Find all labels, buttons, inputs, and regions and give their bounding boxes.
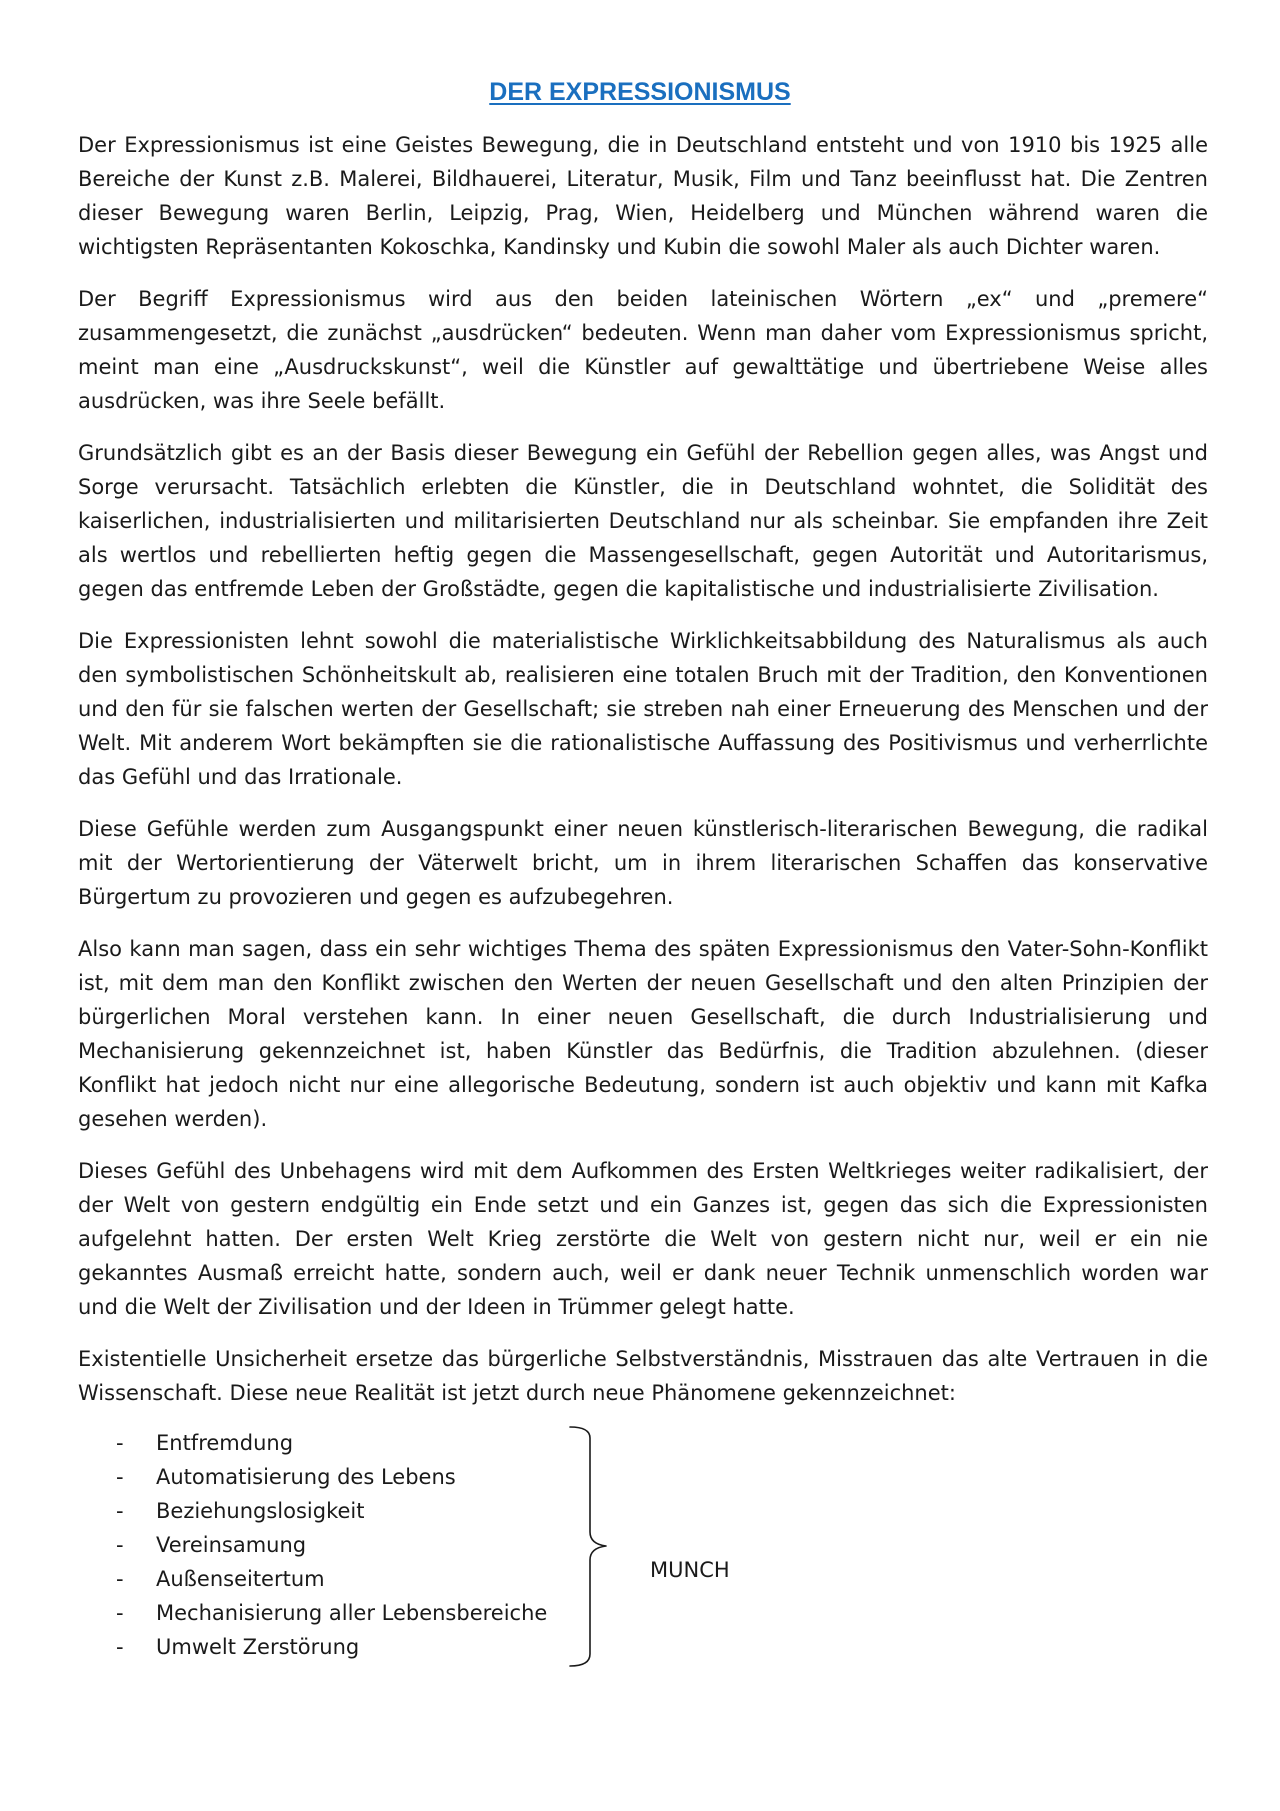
list-item <box>116 1460 547 1494</box>
paragraph: Die Expressionisten lehnt sowohl die materialistische Wirklichkeitsabbildung des Naturalismus als auch den symbolistischen Schönheitskult ab, realisieren eine totalen Bruch mit der Tradition, den Konventionen und den für sie falschen werten der Gesellschaft; sie streben nah einer Erneuerung des Menschen und der Welt. Mit anderem Wort bekämpften sie die rationalistische Auffassung des Positivismus und verherrlichte das Gefühl und das Irrationale. <box>78 629 1208 789</box>
list-item <box>116 1494 547 1528</box>
list-dash: - <box>116 1601 124 1625</box>
list-dash: - <box>116 1431 124 1455</box>
list-item-text: Mechanisierung aller Lebensbereiche <box>156 1601 548 1625</box>
list-item <box>116 1426 547 1460</box>
list-item-text: Vereinsamung <box>156 1533 307 1557</box>
paragraph: Der Begriff Expressionismus wird aus den beiden lateinischen Wörtern „ex“ und „premere“ zusammengesetzt, die zunächst „ausdrücken“ bedeuten. Wenn man daher vom Expressionismus spricht, meint man eine „Ausdruckskunst“, weil die Künstler auf gewalttätige und übertriebene Weise alles ausdrücken, was ihre Seele befällt. <box>78 287 1208 413</box>
list-dash: - <box>116 1567 124 1591</box>
paragraph: Existentielle Unsicherheit ersetze das bürgerliche Selbstverständnis, Misstrauen das alte Vertrauen in die Wissenschaft. Diese neue Realität ist jetzt durch neue Phänomene gekennzeichnet: <box>78 1347 1208 1405</box>
paragraph: Der Expressionismus ist eine Geistes Bewegung, die in Deutschland entsteht und von 1910 bis 1925 alle Bereiche der Kunst z.B. Malerei, Bildhauerei, Literatur, Musik, Film und Tanz beeinflusst hat. Die Zentren dieser Bewegung waren Berlin, Leipzig, Prag, Wien, Heidelberg und München während waren die wichtigsten Repräsentanten Kokoschka, Kandinsky und Kubin die sowohl Maler als auch Dichter waren. <box>78 133 1208 259</box>
paragraph: Grundsätzlich gibt es an der Basis dieser Bewegung ein Gefühl der Rebellion gegen alles, was Angst und Sorge verursacht. Tatsächlich erlebten die Künstler, die in Deutschland wohntet, die Solidität des kaiserlichen, industrialisierten und militarisierten Deutschland nur als scheinbar. Sie empfanden ihre Zeit als wertlos und rebellierten heftig gegen die Massengesellschaft, gegen Autorität und Autoritarismus, gegen das entfremde Leben der Großstädte, gegen die kapitalistische und industrialisierte Zivilisation. <box>78 441 1208 601</box>
list-item-text: Entfremdung <box>156 1431 294 1455</box>
list-item <box>116 1562 547 1596</box>
list-item-text: Automatisierung des Lebens <box>156 1465 456 1489</box>
list-item-text: Außenseitertum <box>156 1567 325 1591</box>
body-text <box>78 128 1208 1428</box>
list-item-text: Beziehungslosigkeit <box>156 1499 365 1523</box>
list-item <box>116 1596 547 1630</box>
list-dash: - <box>116 1465 124 1489</box>
paragraph: Also kann man sagen, dass ein sehr wichtiges Thema des späten Expressionismus den Vater-Sohn-Konflikt ist, mit dem man den Konflikt zwischen den Werten der neuen Gesellschaft und den alten Prinzipien der bürgerlichen Moral verstehen kann. In einer neuen Gesellschaft, die durch Industrialisierung und Mechanisierung gekennzeichnet ist, haben Künstler das Bedürfnis, die Tradition abzulehnen. (dieser Konflikt hat jedoch nicht nur eine allegorische Bedeutung, sondern ist auch objektiv und kann mit Kafka gesehen werden). <box>78 937 1208 1131</box>
list-dash: - <box>116 1499 124 1523</box>
paragraph: Dieses Gefühl des Unbehagens wird mit dem Aufkommen des Ersten Weltkrieges weiter radikalisiert, der der Welt von gestern endgültig ein Ende setzt und ein Ganzes ist, gegen das sich die Expressionisten aufgelehnt hatten. Der ersten Welt Krieg zerstörte die Welt von gestern nicht nur, weil er ein nie gekanntes Ausmaß erreicht hatte, sondern auch, weil er dank neuer Technik unmenschlich worden war und die Welt der Zivilisation und der Ideen in Trümmer gelegt hatte. <box>78 1159 1208 1319</box>
list-item <box>116 1630 547 1664</box>
list-item-text: Umwelt Zerstörung <box>156 1635 360 1659</box>
page-title: DER EXPRESSIONISMUS <box>489 78 791 106</box>
list-dash: - <box>116 1635 124 1659</box>
curly-brace-icon <box>566 1424 616 1669</box>
list-dash: - <box>116 1533 124 1557</box>
phenomena-list <box>116 1426 547 1664</box>
brace-label: MUNCH <box>650 1558 730 1582</box>
list-item <box>116 1528 547 1562</box>
paragraph: Diese Gefühle werden zum Ausgangspunkt einer neuen künstlerisch-literarischen Bewegung, die radikal mit der Wertorientierung der Väterwelt bricht, um in ihrem literarischen Schaffen das konservative Bürgertum zu provozieren und gegen es aufzubegehren. <box>78 817 1208 909</box>
